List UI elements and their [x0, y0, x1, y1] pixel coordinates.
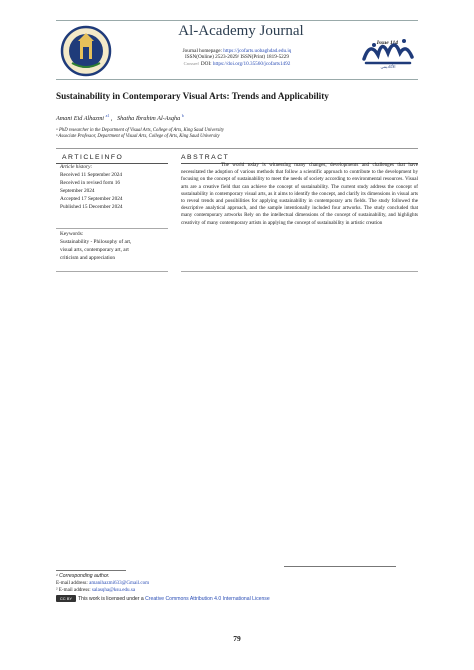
author-name: Amani Eid Alhazmi — [56, 115, 105, 123]
history-line: Published 15 December 2024 — [60, 204, 123, 210]
journal-issn: ISSN(Online) 2523-2029/ ISSN(Print) 1819-5229 — [185, 54, 289, 61]
history-line: Received 11 September 2024 — [60, 172, 123, 178]
affiliation-line: ᵇ Associate Professor, Department of Visual Arts, College of Arts, King Saud University — [56, 134, 220, 139]
keyword-line: visual arts, contemporary art, art — [60, 247, 129, 253]
abstract-text: The world today is witnessing many changes, developments and challenges that have necessitated the adoption of various methods that follow a scientific approach to contribute to the development by focusing on the concept of sustainability to meet the needs of society according to environmental resources. Visual arts are a creative field that can achieve the concept of sustainability. The current study address the concept of sustainability in contemporary visual arts, as it aims to identify the concept, and clarify its dimensions in visual arts to reveal trends and possibilities for applying sustainability in contemporary arts fields. The study followed the descriptive analytical approach, and the sample intentionally included four artworks. The study concluded that many contemporary artworks Rely on the intellectual dimensions of the concept of sustainability, and highlights creativity of many contemporary artists in applying the concept of sustainability in artistic creation — [181, 162, 418, 226]
journal-header — [56, 20, 418, 80]
journal-doi: Crossref DOI: https://doi.org/10.35560/jcofarts1492 — [183, 60, 291, 67]
affiliation-line: ᵃ PhD researcher in the Department of Visual Arts, College of Arts, King Saud University — [56, 128, 224, 133]
journal-title: Al-Academy Journal — [178, 23, 304, 39]
author-name: Shatha Ibrahim Al-Asqha — [117, 115, 181, 123]
page-number: 79 — [233, 634, 241, 643]
keywords-label: Keywords: — [60, 231, 84, 237]
corresponding-note: ¹ Corresponding author. — [56, 573, 110, 579]
history-label: Article history: — [60, 164, 93, 170]
email-link[interactable]: amanihazmi633@Gmail.com — [89, 580, 150, 586]
divider — [181, 271, 418, 272]
license-link[interactable]: Creative Commons Attribution 4.0 International License — [145, 595, 270, 602]
journal-logo-icon — [360, 33, 416, 69]
journal-logo-text: الأكاديمي — [380, 64, 396, 69]
article-info-heading: ARTICLEINFO — [62, 154, 124, 161]
journal-info — [166, 23, 316, 40]
divider — [56, 271, 168, 272]
email-link[interactable]: salasqha@ksu.edu.sa — [91, 587, 136, 593]
homepage-link[interactable]: https://jcofarts.uobaghdad.edu.iq — [223, 48, 292, 54]
cc-license-icon[interactable]: CC BY — [56, 595, 76, 602]
author-footnote-marker[interactable]: b — [181, 113, 184, 118]
abstract-heading: ABSTRACT — [181, 154, 230, 161]
history-line: Received in revised form 16 — [60, 180, 121, 186]
footnote-divider — [56, 570, 126, 571]
journal-homepage: Journal homepage: https://jcofarts.uobaghdad.edu.iq — [182, 48, 292, 54]
divider — [56, 228, 168, 229]
history-line: Accepted 17 September 2024 — [60, 196, 123, 202]
email-line: E-mail address: amanihazmi633@Gmail.com — [56, 580, 150, 586]
crossref-icon[interactable]: Crossref — [183, 60, 199, 66]
keyword-line: criticism and appreciation — [60, 255, 116, 261]
author-list: Amani Eid Alhazmi $^{a1}$ , Shatha Ibrahim Al-Asqha $^b$ — [56, 113, 184, 123]
divider — [56, 148, 418, 149]
keyword-line: Sustainability - Philosophy of art, — [60, 239, 132, 245]
author-footnote-marker[interactable]: a1 — [105, 113, 110, 118]
doi-link[interactable]: https://doi.org/10.35560/jcofarts1492 — [212, 60, 291, 67]
journal-issue: Issue 114 — [376, 40, 398, 46]
email-line: ² E-mail address: salasqha@ksu.edu.sa — [56, 587, 136, 593]
history-line: September 2024 — [60, 188, 95, 194]
article-title: Sustainability in Contemporary Visual Arts: Trends and Applicability — [56, 91, 329, 101]
divider — [284, 566, 396, 567]
license-line: CC BY This work is licensed under a Creative Commons Attribution 4.0 International License — [56, 595, 270, 602]
